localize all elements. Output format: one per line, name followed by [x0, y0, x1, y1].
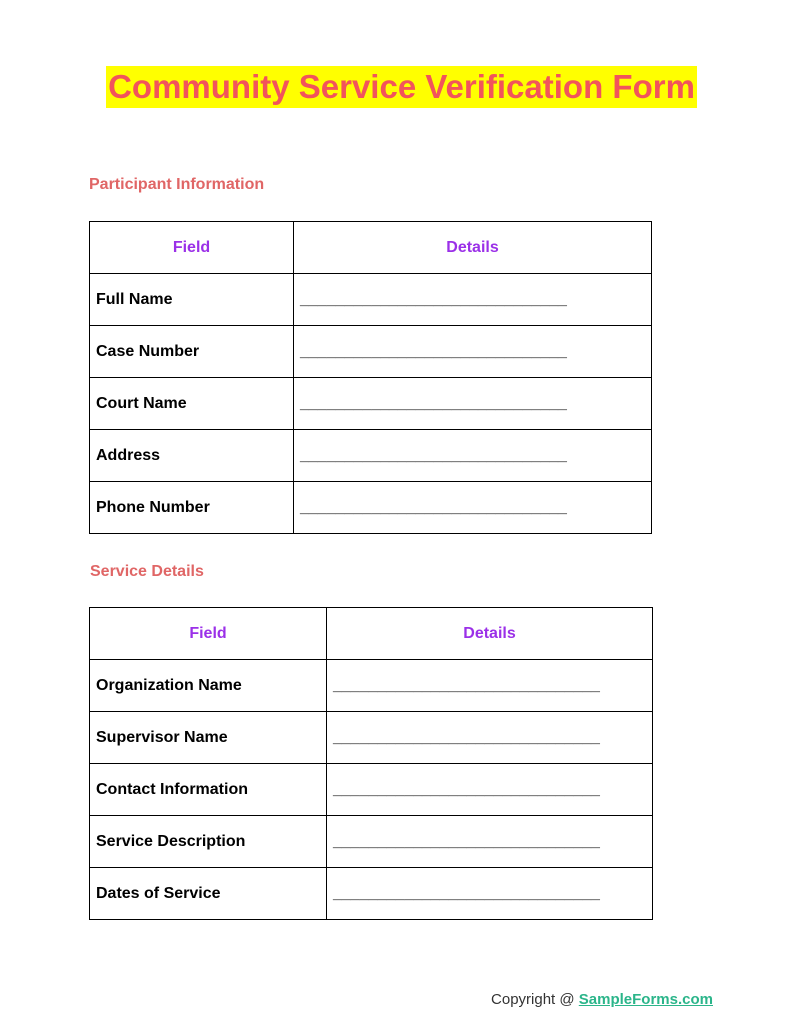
court-name-blank[interactable]: ______________________________: [294, 378, 652, 430]
participant-section-heading: Participant Information: [89, 176, 265, 193]
table-row: [90, 660, 653, 712]
column-header-field: Field: [90, 222, 294, 274]
copyright-text: Copyright @: [491, 991, 579, 1008]
field-label-service-description: Service Description: [90, 816, 327, 868]
address-blank[interactable]: ______________________________: [294, 430, 652, 482]
field-label-case-number: Case Number: [90, 326, 294, 378]
title-container: [0, 66, 803, 108]
table-row: [90, 712, 653, 764]
table-row: [90, 482, 652, 534]
table-header-row: [90, 608, 653, 660]
organization-name-blank[interactable]: ______________________________: [327, 660, 653, 712]
service-description-blank[interactable]: ______________________________: [327, 816, 653, 868]
table-row: [90, 430, 652, 482]
table-row: [90, 868, 653, 920]
dates-of-service-blank[interactable]: ______________________________: [327, 868, 653, 920]
phone-number-blank[interactable]: ______________________________: [294, 482, 652, 534]
field-label-contact-information: Contact Information: [90, 764, 327, 816]
service-section-heading: Service Details: [90, 563, 204, 580]
column-header-details: Details: [294, 222, 652, 274]
field-label-dates-of-service: Dates of Service: [90, 868, 327, 920]
participant-table: [89, 221, 652, 534]
table-row: [90, 378, 652, 430]
field-label-address: Address: [90, 430, 294, 482]
supervisor-name-blank[interactable]: ______________________________: [327, 712, 653, 764]
field-label-full-name: Full Name: [90, 274, 294, 326]
full-name-blank[interactable]: ______________________________: [294, 274, 652, 326]
footer-copyright: [491, 991, 713, 1008]
field-label-court-name: Court Name: [90, 378, 294, 430]
page-title: Community Service Verification Form: [106, 66, 697, 108]
table-header-row: [90, 222, 652, 274]
table-row: [90, 816, 653, 868]
service-table: [89, 607, 653, 920]
table-row: [90, 326, 652, 378]
table-row: [90, 274, 652, 326]
field-label-organization-name: Organization Name: [90, 660, 327, 712]
table-row: [90, 764, 653, 816]
column-header-field: Field: [90, 608, 327, 660]
field-label-phone-number: Phone Number: [90, 482, 294, 534]
column-header-details: Details: [327, 608, 653, 660]
contact-information-blank[interactable]: ______________________________: [327, 764, 653, 816]
brand-link[interactable]: SampleForms.com: [578, 991, 713, 1008]
case-number-blank[interactable]: ______________________________: [294, 326, 652, 378]
field-label-supervisor-name: Supervisor Name: [90, 712, 327, 764]
